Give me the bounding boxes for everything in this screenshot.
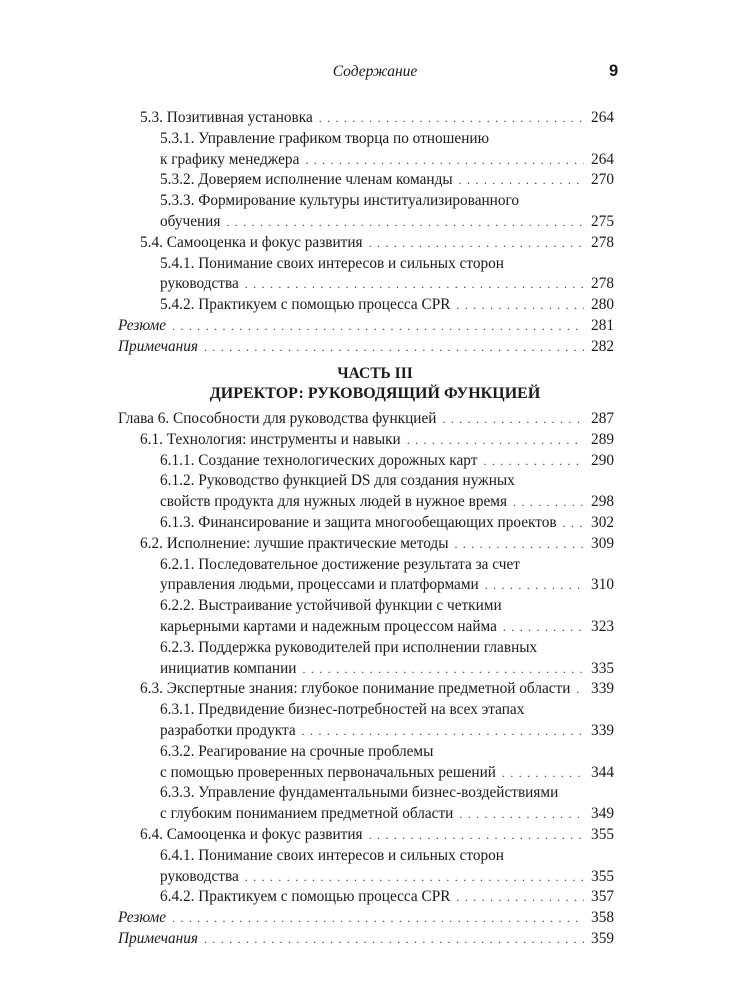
- toc-entry: [118, 535, 614, 556]
- toc-entry-label: 5.3.1. Управление графиком творца по отношению: [160, 129, 490, 147]
- toc-entry-page: 287: [591, 410, 614, 427]
- toc-leader: [319, 111, 584, 126]
- toc-leader: [226, 215, 584, 230]
- toc-entry-label-cont: разработки продукта: [160, 721, 296, 739]
- toc-entry-page: 344: [591, 763, 614, 781]
- toc-entry-page: 302: [591, 513, 614, 531]
- part-label: ЧАСТЬ III: [337, 365, 413, 382]
- toc-entry: [118, 338, 614, 359]
- toc-entry-label: 6.4. Самооценка и фокус развития: [140, 825, 363, 843]
- toc-leader: [204, 932, 584, 947]
- toc-entry-page: 270: [591, 171, 614, 189]
- toc-entry-page: 264: [591, 150, 614, 168]
- toc-entry-page: 339: [591, 680, 614, 698]
- toc-leader: [576, 682, 584, 697]
- toc-leader: [245, 277, 584, 292]
- toc-leader: [485, 578, 584, 593]
- toc-leader: [503, 620, 584, 635]
- toc-entry-label-cont: с помощью проверенных первоначальных решений: [160, 763, 496, 781]
- toc-leader: [172, 911, 584, 926]
- toc-entry: [118, 805, 614, 826]
- toc-entry-label: 6.3. Экспертные знания: глубокое понимание предметной области: [140, 680, 571, 698]
- toc-entry-label: 5.4. Самооценка и фокус развития: [140, 233, 363, 251]
- toc-entry-label: 6.4.1. Понимание своих интересов и сильных сторон: [160, 846, 504, 864]
- toc-entry-page: 281: [591, 316, 614, 334]
- toc-entry-label: 5.4.2. Практикуем с помощью процесса CPR: [160, 296, 451, 314]
- toc-leader: [204, 340, 584, 355]
- toc-section-bottom: [118, 410, 614, 951]
- toc-entry: [118, 660, 614, 681]
- toc-leader: [456, 298, 584, 313]
- toc-section-top: [118, 109, 614, 359]
- toc-entry: [118, 431, 614, 452]
- toc-entry: [118, 151, 614, 172]
- toc-entry-label: 6.1.2. Руководство функцией DS для создания нужных: [160, 472, 515, 490]
- toc-entry-label: 6.1. Технология: инструменты и навыки: [140, 430, 401, 448]
- toc-entry-label: Примечания: [118, 337, 198, 355]
- toc-entry-page: 298: [591, 493, 614, 511]
- toc-entry-label: 6.4.2. Практикуем с помощью процесса CPR: [160, 888, 451, 906]
- toc-leader: [483, 454, 584, 469]
- toc-entry-label: 6.2.1. Последовательное достижение результата за счет: [160, 555, 520, 573]
- toc-leader: [172, 319, 584, 334]
- running-header-title: Содержание: [332, 63, 418, 80]
- toc-entry: [118, 109, 614, 130]
- toc-entry-page: 309: [591, 534, 614, 552]
- toc-entry-label: 5.3.2. Доверяем исполнение членам команды: [160, 171, 453, 189]
- toc-entry-page: 349: [591, 805, 614, 823]
- toc-entry-label: Примечания: [118, 929, 198, 947]
- toc-entry-label-cont: свойств продукта для нужных людей в нужное время: [160, 493, 507, 511]
- toc-entry-page: 358: [591, 909, 614, 927]
- toc-entry: [118, 514, 614, 535]
- toc-entry-page: 282: [591, 337, 614, 355]
- toc-leader: [563, 516, 584, 531]
- toc-leader: [369, 828, 584, 843]
- toc-entry: [118, 234, 614, 255]
- toc-entry: [118, 826, 614, 847]
- toc-entry-page: 335: [591, 659, 614, 677]
- toc-entry-page: 339: [591, 721, 614, 739]
- toc-entry-page: 278: [591, 233, 614, 251]
- toc-entry-label: Глава 6. Способности для руководства функцией: [118, 410, 437, 427]
- toc-entry-label-cont: к графику менеджера: [160, 150, 300, 168]
- toc-entry-label-cont: руководства: [160, 275, 239, 293]
- toc-entry-label-cont: карьерными картами и надежным процессом найма: [160, 617, 497, 635]
- part-title: ДИРЕКТОР: РУКОВОДЯЩИЙ ФУНКЦИЕЙ: [209, 385, 541, 402]
- toc-entry-label: 6.2. Исполнение: лучшие практические методы: [140, 534, 449, 552]
- toc-entry: [118, 868, 614, 889]
- toc-entry: [118, 493, 614, 514]
- toc-entry: [118, 888, 614, 909]
- toc-entry-page: 355: [591, 867, 614, 885]
- toc-entry-label-cont: руководства: [160, 867, 239, 885]
- toc-leader: [513, 495, 584, 510]
- toc-leader: [459, 173, 584, 188]
- page-number: 9: [609, 62, 619, 80]
- toc-leader: [369, 236, 584, 251]
- toc-entry-label: 5.3. Позитивная установка: [140, 109, 313, 126]
- toc-leader: [454, 537, 584, 552]
- toc-entry-label-cont: управления людьми, процессами и платформами: [160, 576, 479, 594]
- toc-entry-page: 264: [591, 109, 614, 126]
- toc-entry: [118, 576, 614, 597]
- toc-entry: [118, 909, 614, 930]
- toc-entry: [118, 317, 614, 338]
- toc-entry: [118, 275, 614, 296]
- toc-entry-page: 280: [591, 296, 614, 314]
- toc-entry: [118, 452, 614, 473]
- toc-leader: [456, 890, 584, 905]
- toc-entry-page: 278: [591, 275, 614, 293]
- toc-leader: [305, 153, 584, 168]
- toc-entry-label: Резюме: [118, 909, 167, 927]
- toc-entry-page: 323: [591, 617, 614, 635]
- toc-leader: [245, 870, 584, 885]
- toc-entry-label: 6.2.2. Выстраивание устойчивой функции с четкими: [160, 597, 502, 615]
- toc-entry-page: 355: [591, 825, 614, 843]
- toc-entry: [118, 680, 614, 701]
- toc-entry-label-cont: обучения: [160, 212, 221, 230]
- toc-entry: [118, 930, 614, 951]
- toc-entry: [118, 171, 614, 192]
- toc-leader: [459, 807, 584, 822]
- toc-leader: [502, 766, 584, 781]
- toc-entry-label: 5.3.3. Формирование культуры институализированного: [160, 192, 520, 210]
- toc-entry: [118, 410, 614, 431]
- toc-leader: [442, 412, 584, 427]
- toc-entry-label-cont: инициатив компании: [160, 659, 297, 677]
- toc-entry-label: 6.2.3. Поддержка руководителей при исполнении главных: [160, 638, 538, 656]
- toc-entry-page: 275: [591, 212, 614, 230]
- toc-entry: [118, 213, 614, 234]
- toc-entry-page: 290: [591, 451, 614, 469]
- toc-entry: [118, 722, 614, 743]
- toc-entry-page: 359: [591, 929, 614, 947]
- toc-entry-label: 6.3.2. Реагирование на срочные проблемы: [160, 742, 434, 760]
- toc-entry-label: 6.3.1. Предвидение бизнес-потребностей на всех этапах: [160, 701, 525, 719]
- toc-entry-label-cont: с глубоким пониманием предметной области: [160, 805, 454, 823]
- toc-leader: [302, 662, 584, 677]
- toc-entry-label: 6.3.3. Управление фундаментальными бизнес-воздействиями: [160, 784, 559, 802]
- toc-leader: [302, 724, 584, 739]
- toc-entry-page: 310: [591, 576, 614, 594]
- toc-entry: [118, 618, 614, 639]
- toc-entry-page: 289: [591, 430, 614, 448]
- toc-entry-page: 357: [591, 888, 614, 906]
- toc-leader: [407, 433, 584, 448]
- toc-entry-label: 5.4.1. Понимание своих интересов и сильных сторон: [160, 254, 504, 272]
- toc-entry: [118, 764, 614, 785]
- toc-entry: [118, 296, 614, 317]
- toc-entry-label: 6.1.1. Создание технологических дорожных карт: [160, 451, 478, 469]
- toc-entry-label: 6.1.3. Финансирование и защита многообещающих проектов: [160, 513, 557, 531]
- toc-entry-label: Резюме: [118, 316, 167, 334]
